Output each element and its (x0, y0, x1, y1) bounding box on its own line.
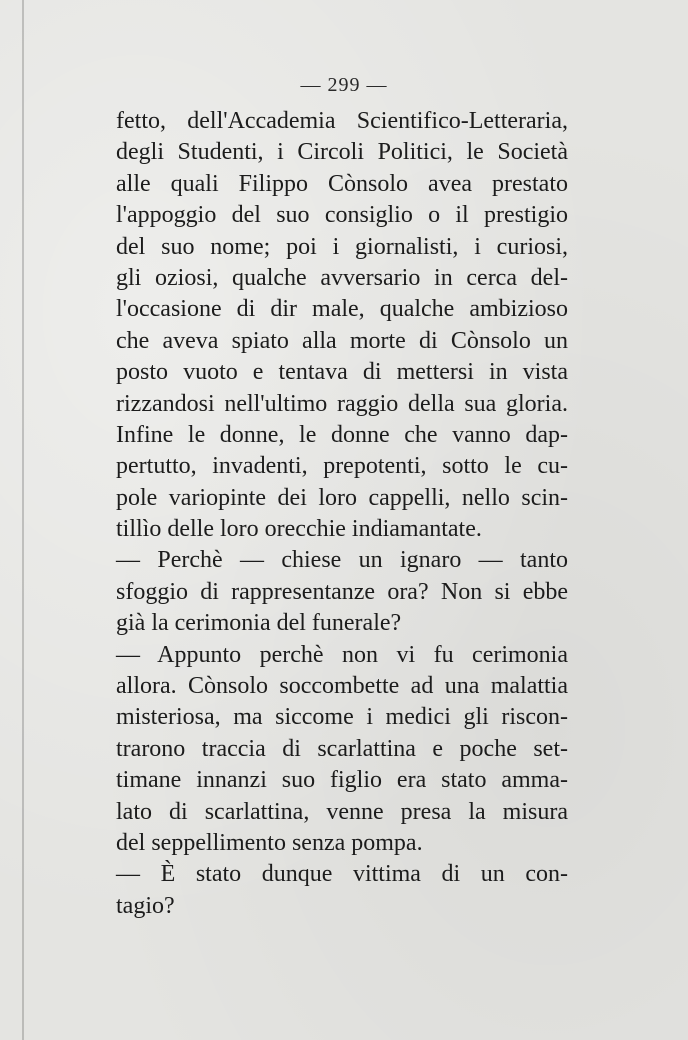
text-line: fetto, dell'Accademia Scientifico-Letteraria, (116, 108, 568, 134)
text-line: l'occasione di dir male, qualche ambizioso (116, 296, 568, 323)
text-line: — Perchè — chiese un ignaro — tanto (116, 547, 568, 574)
text-line: gli oziosi, qualche avversario in cerca del- (116, 264, 568, 291)
text-line: pole variopinte dei loro cappelli, nello scin- (116, 484, 568, 511)
body-text (116, 106, 568, 922)
text-line: — Appunto perchè non vi fu cerimonia (116, 641, 568, 668)
text-line: Infine le donne, le donne che vanno dap- (116, 421, 568, 448)
text-line: che aveva spiato alla morte di Cònsolo un (116, 327, 568, 354)
page-number: — 299 — (300, 74, 388, 96)
text-line: rizzandosi nell'ultimo raggio della sua gloria. (116, 390, 568, 417)
text-line: sfoggio di rappresentanze ora? Non si ebbe (116, 578, 568, 605)
text-line: allora. Cònsolo soccombette ad una malattia (116, 673, 568, 700)
text-line: già la cerimonia del funerale? (116, 610, 402, 637)
text-line: lato di scarlattina, venne presa la misura (116, 798, 568, 825)
text-line: alle quali Filippo Cònsolo avea prestato (116, 170, 568, 197)
text-line: tillìo delle loro orecchie indiamantate. (116, 516, 482, 543)
text-line: timane innanzi suo figlio era stato amma- (116, 767, 568, 794)
text-line: del suo nome; poi i giornalisti, i curiosi, (116, 233, 568, 260)
text-line: tagio? (116, 892, 175, 919)
text-line: pertutto, invadenti, prepotenti, sotto le cu- (116, 453, 568, 480)
text-line: degli Studenti, i Circoli Politici, le Società (116, 139, 568, 166)
text-line: trarono traccia di scarlattina e poche set- (116, 735, 568, 762)
page-spine-shadow (22, 0, 24, 1040)
text-line: del seppellimento senza pompa. (116, 829, 423, 856)
text-line: — È stato dunque vittima di un con- (116, 861, 568, 888)
text-line: misteriosa, ma siccome i medici gli riscon- (116, 704, 568, 731)
text-line: posto vuoto e tentava di mettersi in vista (116, 359, 568, 386)
text-line: l'appoggio del suo consiglio o il prestigio (116, 202, 568, 229)
